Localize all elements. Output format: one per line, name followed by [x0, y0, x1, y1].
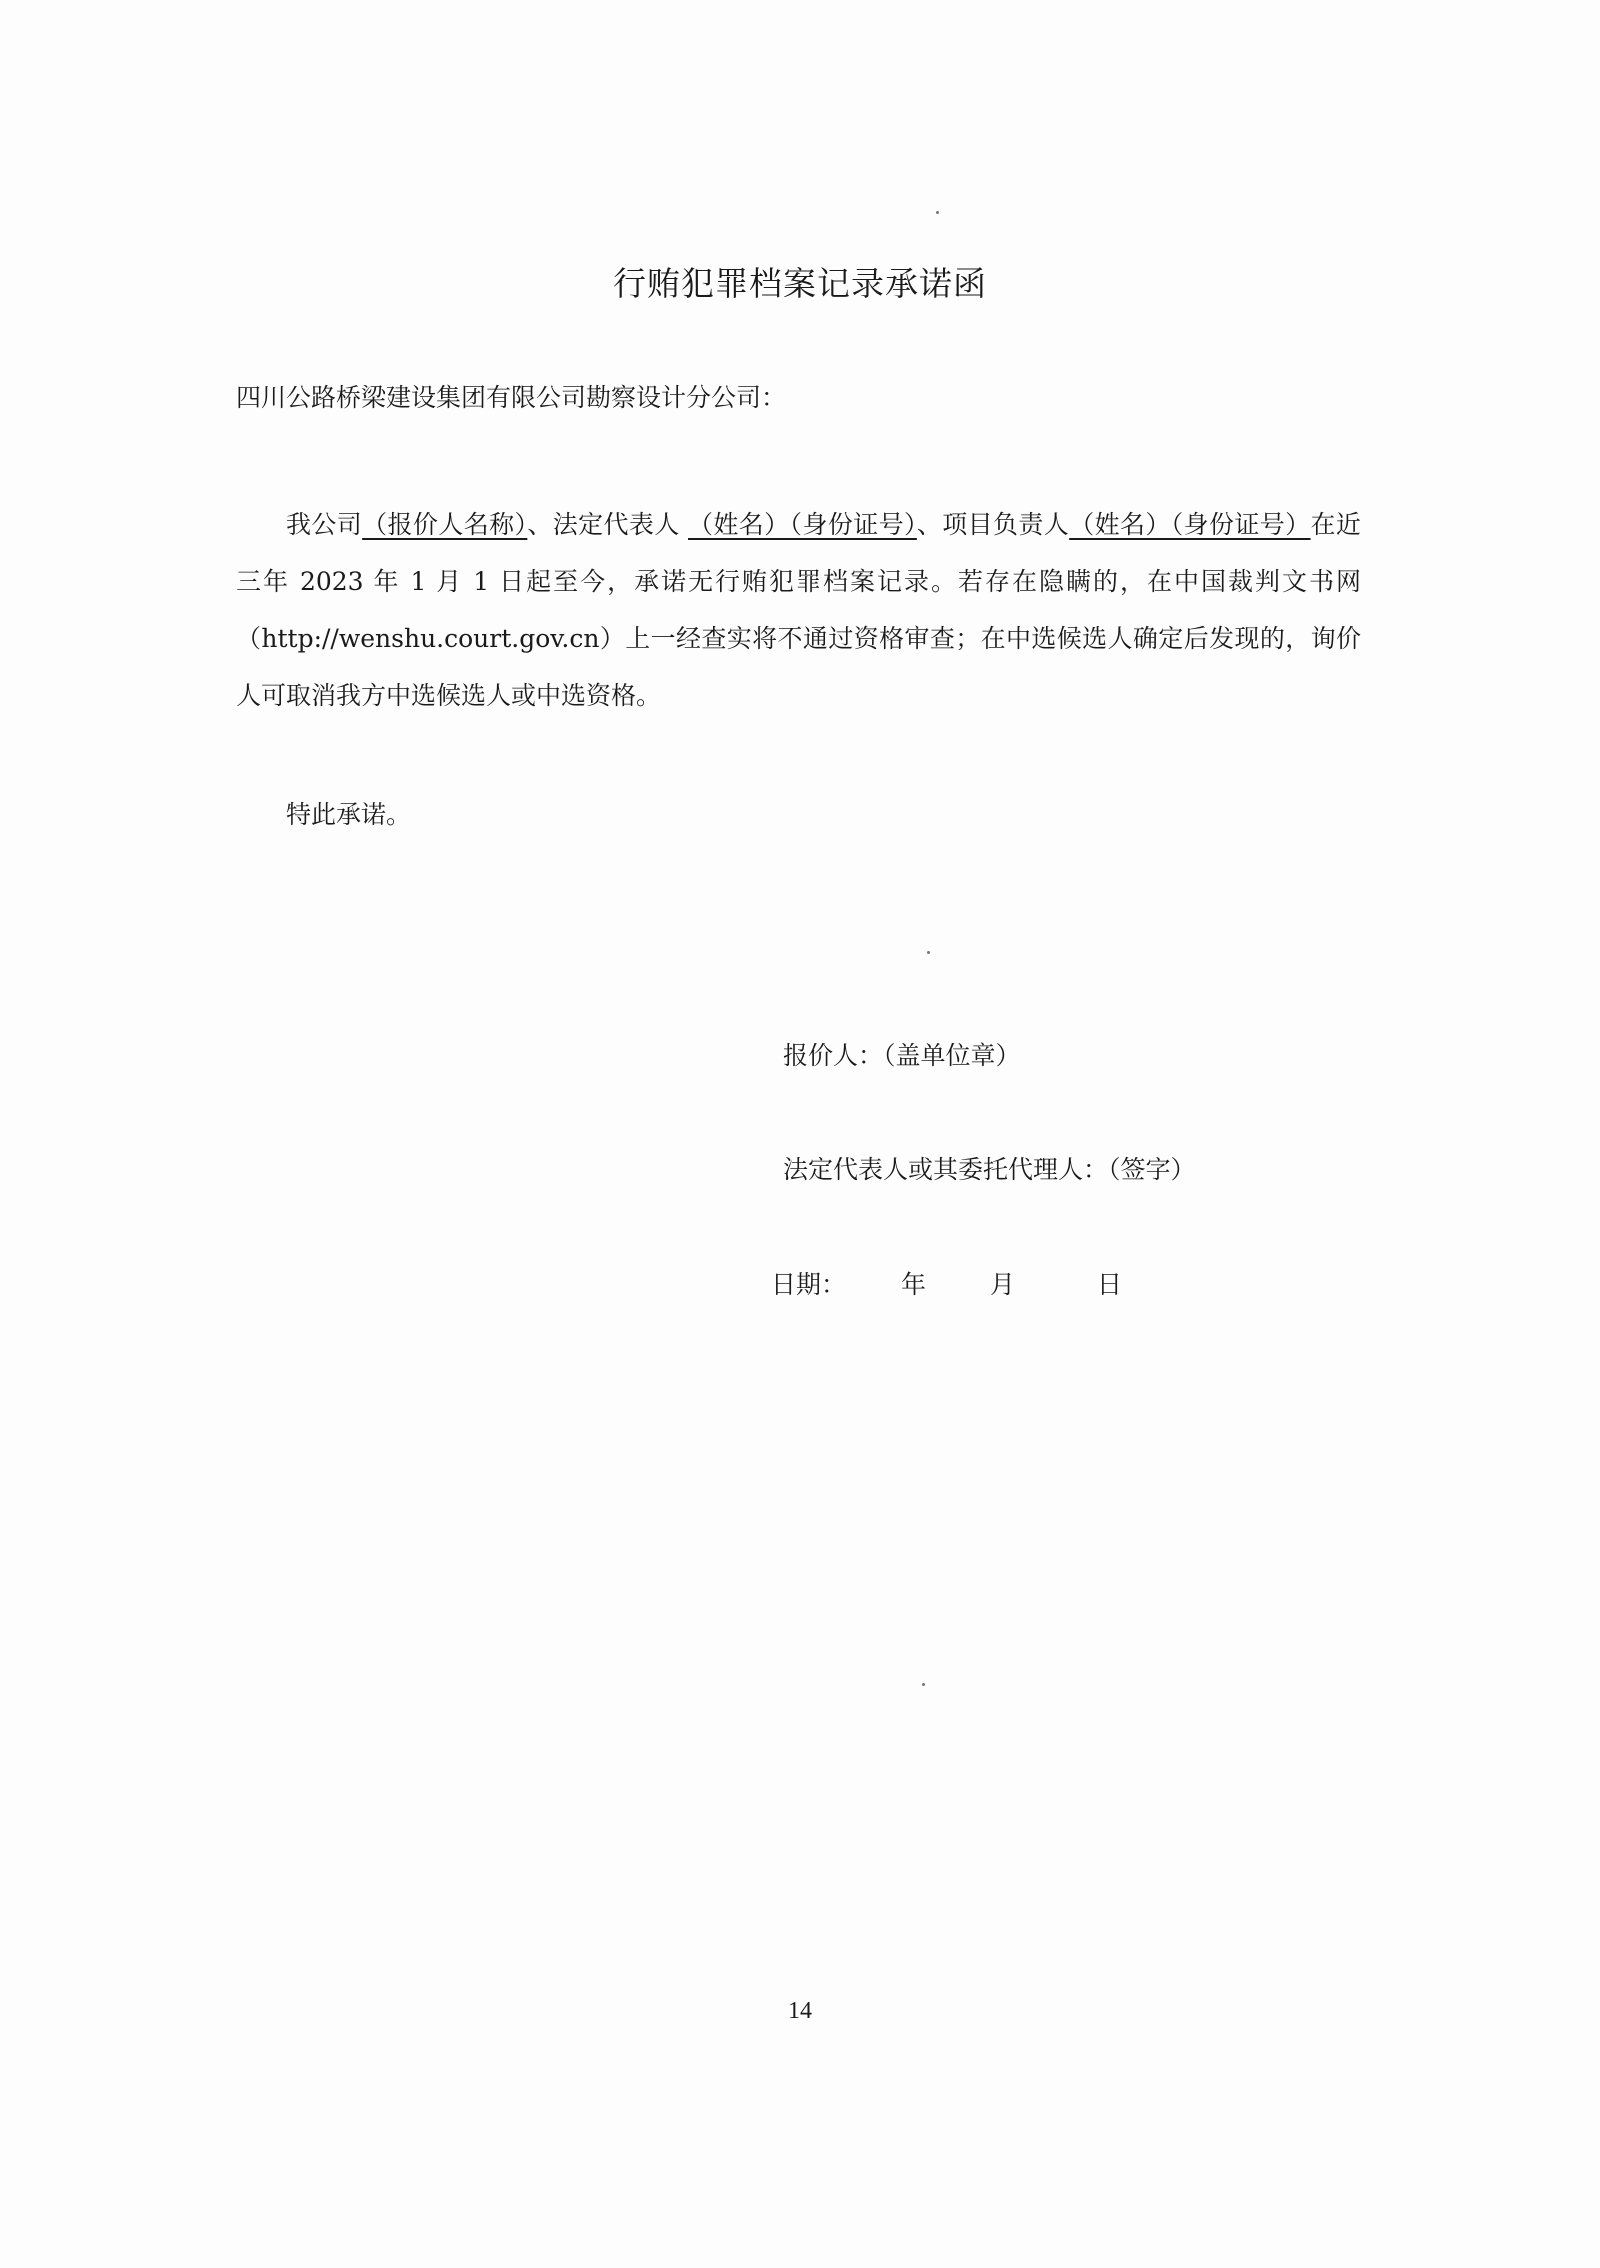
page-number: 14	[788, 1998, 812, 2024]
scan-speck	[927, 951, 930, 954]
body-text-2: 、法定代表人	[527, 510, 680, 539]
salutation: 四川公路桥梁建设集团有限公司勘察设计分公司：	[236, 383, 787, 412]
date-day: 日	[1097, 1270, 1123, 1299]
body-text-4: 在近三年 2023 年 1 月 1 日起至今，承诺无行贿犯罪档案记录。若存在隐瞒的，在中国裁判文书网（http://wenshu.court.gov.cn）上一经查实将不通过资格审查；在中选候选人确定后发现的，询价人可取消我方中选候选人或中选资格。	[236, 510, 1361, 710]
closing-statement: 特此承诺。	[286, 800, 412, 829]
date-line	[771, 1265, 1122, 1301]
date-year: 年	[901, 1270, 927, 1299]
body-text-3: 、项目负责人	[916, 510, 1070, 539]
scan-speck	[936, 211, 939, 214]
quoter-name-blank: （报价人名称）	[362, 510, 528, 539]
date-month: 月	[990, 1270, 1016, 1299]
representative-signature-line: 法定代表人或其委托代理人：（签字）	[783, 1155, 1196, 1184]
project-manager-blank: （姓名）（身份证号）	[1069, 510, 1311, 539]
document-title: 行贿犯罪档案记录承诺函	[613, 264, 987, 303]
quoter-signature-line: 报价人：（盖单位章）	[783, 1041, 1021, 1070]
legal-rep-blank: （姓名）（身份证号）	[688, 510, 917, 539]
scan-speck	[922, 1683, 925, 1686]
date-label: 日期：	[771, 1270, 847, 1299]
body-text-1: 我公司	[286, 510, 363, 539]
commitment-paragraph	[236, 496, 1361, 724]
